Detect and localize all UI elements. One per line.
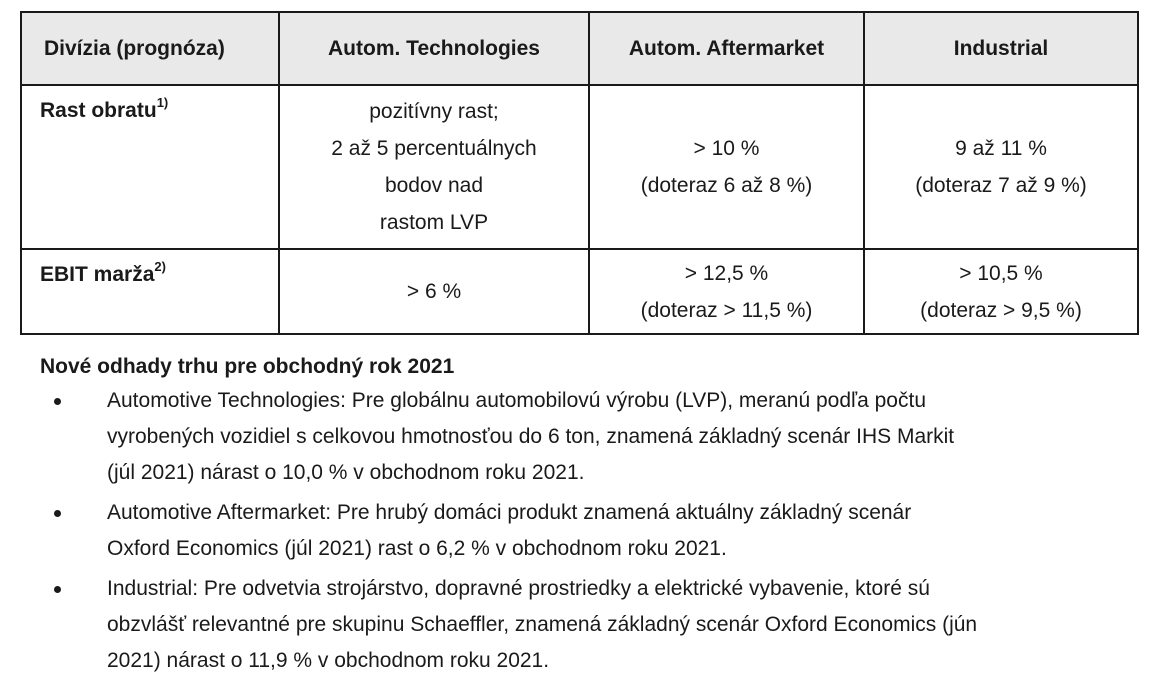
footnote-marker: 2) xyxy=(154,259,166,274)
list-item-automotive-aftermarket xyxy=(40,495,1130,567)
cell-line: 9 až 11 % xyxy=(955,137,1047,160)
header-division: Divízia (prognóza) xyxy=(21,12,279,85)
bullet-icon xyxy=(54,586,61,593)
cell-line: (doteraz 7 až 9 %) xyxy=(915,174,1087,197)
list-item-line: Automotive Technologies: Pre globálnu automobilovú výrobu (LVP), meranú podľa počtu xyxy=(107,389,926,412)
cell-line: bodov nad xyxy=(384,174,484,197)
cell-line: (doteraz > 11,5 %) xyxy=(640,298,813,322)
cell-line: > 10 % xyxy=(693,137,760,160)
table-row-ebit-margin xyxy=(21,249,1138,334)
cell-ebit-autom-technologies xyxy=(279,249,589,334)
list-item-automotive-technologies xyxy=(40,383,1130,491)
list-item-industrial xyxy=(40,571,1130,679)
list-item-line: Automotive Aftermarket: Pre hrubý domáci produkt znamená aktuálny základný scenár xyxy=(107,501,912,524)
forecast-table xyxy=(20,11,1139,335)
cell-line: (doteraz 6 až 8 %) xyxy=(640,174,813,197)
row-label-revenue-growth xyxy=(21,85,279,249)
cell-line: (doteraz > 9,5 %) xyxy=(920,298,1082,322)
cell-ebit-industrial xyxy=(864,249,1138,334)
cell-revenue-industrial xyxy=(864,85,1138,249)
bullet-icon xyxy=(54,510,61,517)
cell-ebit-autom-aftermarket xyxy=(589,249,864,334)
list-item-line: vyrobených vozidiel s celkovou hmotnosťou do 6 ton, znamená základný scenár IHS Markit xyxy=(107,425,955,448)
table-header-row xyxy=(21,12,1138,85)
cell-revenue-autom-technologies xyxy=(279,85,589,249)
list-item-line: obzvlášť relevantné pre skupinu Schaeffler, znamená základný scenár Oxford Economics (jún xyxy=(107,613,978,636)
footnote-marker: 1) xyxy=(156,95,169,110)
market-estimates-list xyxy=(40,383,1130,683)
header-autom-aftermarket: Autom. Aftermarket xyxy=(589,12,864,85)
row-label-text: EBIT marža xyxy=(40,263,155,286)
list-item-line: Oxford Economics (júl 2021) rast o 6,2 % v obchodnom roku 2021. xyxy=(107,537,727,560)
cell-revenue-autom-aftermarket xyxy=(589,85,864,249)
bullet-icon xyxy=(54,398,61,405)
header-autom-technologies: Autom. Technologies xyxy=(279,12,589,85)
row-label-text: Rast obratu xyxy=(40,99,157,122)
table-row-revenue-growth xyxy=(21,85,1138,249)
cell-line: > 6 % xyxy=(406,280,462,303)
cell-line: > 12,5 % xyxy=(684,261,769,285)
cell-line: pozitívny rast; xyxy=(369,100,499,123)
list-item-line: Industrial: Pre odvetvia strojárstvo, dopravné prostriedky a elektrické vybavenie, ktoré sú xyxy=(107,577,930,600)
cell-line: rastom LVP xyxy=(379,211,489,234)
cell-line: 2 až 5 percentuálnych xyxy=(331,137,537,160)
header-industrial: Industrial xyxy=(864,12,1138,85)
market-estimates-heading: Nové odhady trhu pre obchodný rok 2021 xyxy=(40,355,455,378)
list-item-line: (júl 2021) nárast o 10,0 % v obchodnom roku 2021. xyxy=(107,461,585,484)
list-item-line: 2021) nárast o 11,9 % v obchodnom roku 2021. xyxy=(107,649,550,672)
row-label-ebit-margin xyxy=(21,249,279,334)
cell-line: > 10,5 % xyxy=(959,261,1043,285)
